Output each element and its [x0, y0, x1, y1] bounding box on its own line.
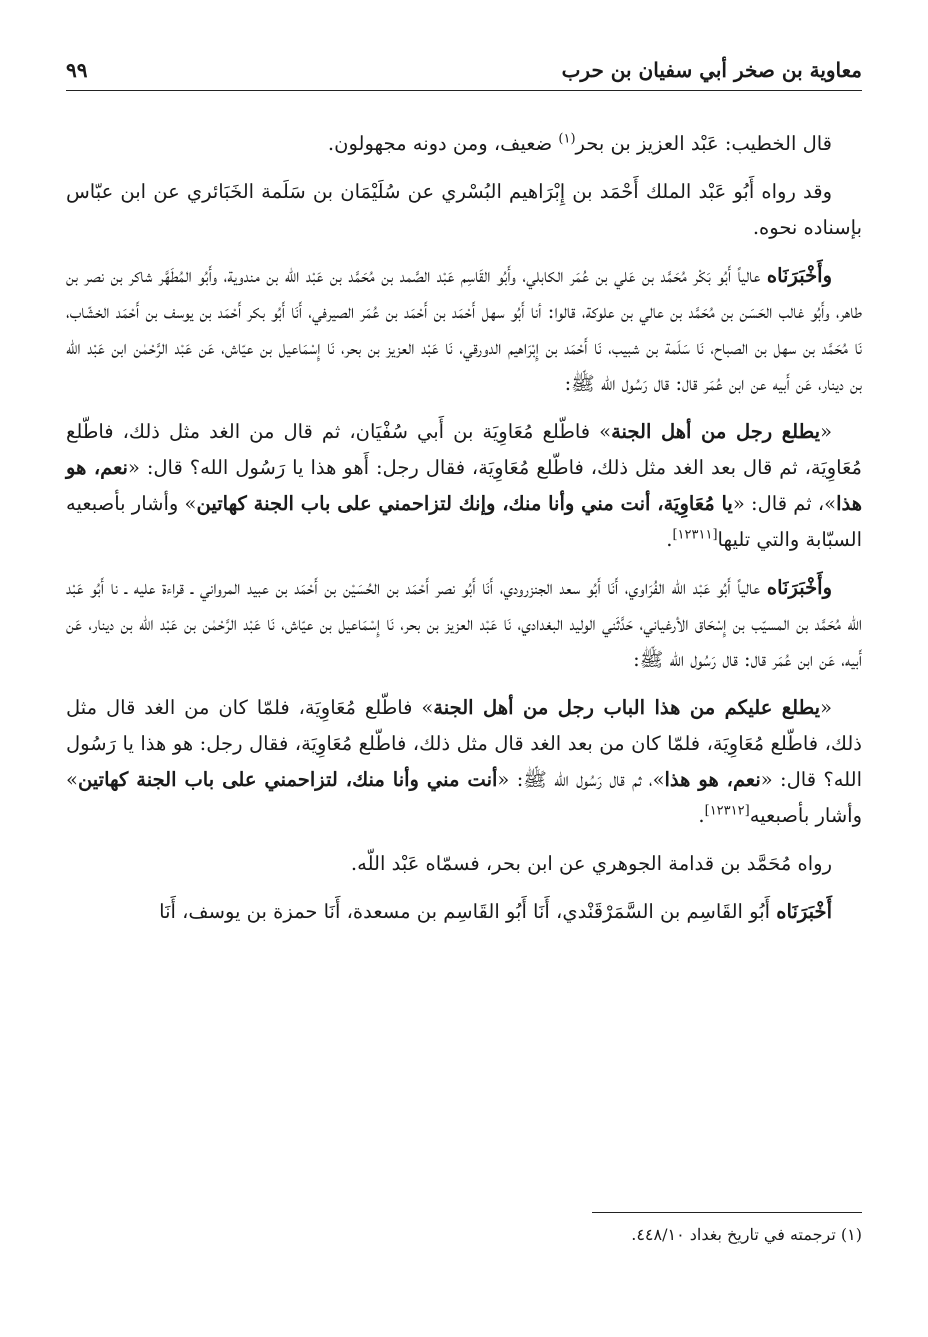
text-run: ضعيف، ومن دونه مجهولون.: [327, 132, 559, 155]
page-number: ٩٩: [66, 58, 88, 82]
text-run: » وأشار بأصبعيه: [66, 768, 862, 827]
text-run: يطلع رجل من أهل الجنة: [611, 420, 821, 443]
running-title: معاوية بن صخر أبي سفيان بن حرب: [561, 58, 862, 82]
text-run: «: [820, 696, 832, 719]
text-run: نعم، هو هذا: [66, 456, 863, 515]
body-text: [66, 126, 862, 942]
text-run: يا مُعَاوِيَة، أنت مني وأنا منك، وإنك لتزاحمني على باب الجنة كهاتين: [196, 492, 733, 515]
text-run: » وأشار بأصبعيه السبّابة والتي تليها: [66, 492, 862, 551]
paragraph-lead-word: وأَخْبَرَنَاه: [766, 264, 832, 287]
text-run: قال الخطيب: عَبْد العزيز بن بحر: [575, 132, 832, 155]
reference-marker: [١٢٣١١]: [672, 527, 718, 543]
paragraph-lead-word: أَخْبَرَنَاه: [776, 900, 832, 923]
footnote-marker: (١): [840, 1225, 862, 1244]
text-run: وقد رواه أَبُو عَبْد الملك أَحْمَد بن إِبْرَاهيم البُسْري عن سُلَيْمَان بن سَلَمة الخَبَائري عن ابن عبّاس بإسناده نحوه.: [66, 180, 862, 239]
text-run: .: [698, 804, 705, 827]
page-header: [66, 58, 862, 88]
reference-marker: [١٢٣١٢]: [704, 803, 750, 819]
text-run: رواه مُحَمَّد بن قدامة الجوهري عن ابن بحر، فسمّاه عَبْد اللّه.: [350, 852, 832, 875]
text-run: أَبُو القَاسِم بن السَّمَرْقَنْدي، أَنَا أَبُو القَاسِم بن مسعدة، أَنَا حمزة بن يوسف، أَنَا: [159, 900, 777, 923]
paragraph: [66, 570, 862, 678]
paragraph: [66, 126, 862, 162]
header-rule: [66, 90, 862, 91]
paragraph: [66, 894, 862, 930]
paragraph: [66, 174, 862, 246]
paragraph: [66, 846, 862, 882]
text-run: عالياً أَبُو بَكْر مُحَمَّد بن عَلي بن عُمَر الكابلي، وأَبُو القَاسِم عَبْد الصَّمد بن مُحَمَّد بن عَبْد اللّه بن مندوية، وأَبُو المُطَهَّر شاكر بن نصر بن طاهر، وأَبُو غالب الحَسَن بن مُحَمَّد بن عالي بن علوكة، قالوا: أنا أَبُو سهل أَحْمَد بن أَحْمَد بن عُمَر الصيرفي، أَنَا أَبُو بكر أَحْمَد بن يوسف بن أَحْمَد الخشّاب، نَا مُحَمَّد بن سهل بن الصباح، نَا سَلَمة بن شبيب، نَا أَحْمَد بن إِبْرَاهيم الدورقي، نَا عَبْد العزيز بن بحر، نَا إِسْمَاعيل بن عيّاش، عَن عَبْد الرَّحْمٰن ابن عَبْد اللّه بن دينار، عَن أَبيه عن ابن عُمَر قال: قال رَسُول الله ﷺ:: [66, 264, 862, 395]
paragraph: [66, 414, 862, 558]
text-run: » فاطّلع مُعَاوِيَة بن أَبي سُفْيَان، ثم قال من الغد مثل ذلك، فاطّلع مُعَاوِيَة، ثم قال بعد الغد مثل ذلك، فاطّلع مُعَاوِيَة، فقال رجل: أَهو هذا يا رَسُول الله؟ قال: «: [66, 420, 862, 479]
paragraph: [66, 258, 862, 402]
text-run: .: [666, 528, 673, 551]
text-run: »، ثم قال: «: [732, 492, 837, 515]
footnote-text: ترجمته في تاريخ بغداد ٤٤٨/١٠.: [631, 1225, 836, 1244]
footnote: [66, 1222, 862, 1248]
reference-marker: (١): [558, 131, 576, 147]
paragraph-lead-word: وأَخْبَرَنَاه: [766, 576, 832, 599]
text-run: يطلع عليكم من هذا الباب رجل من أهل الجنة: [433, 696, 821, 719]
text-run: عالياً أَبُو عَبْد اللّه الفُرَاوي، أَنَا أَبُو سعد الجنزرودي، أَنَا أَبُو نصر أَحْمَد بن الحُسَيْن بن أَحْمَد بن عبيد المرواني ـ قراءة عليه ـ نا أَبُو عَبْد اللّه مُحَمَّد بن المسيّب بن إِسْحَاق الأرغياني، حَدَّثَني الوليد البغدادي، نَا عَبْد العزيز بن بحر، نَا إِسْمَاعيل بن عيّاش، نَا عَبْد الرَّحْمٰن بن عَبْد اللّه بن دينار، عَن أَبيه، عَن ابن عُمَر قال: قال رَسُول الله ﷺ:: [66, 576, 862, 671]
text-run: أنت مني وأنا منك، لتزاحمني على باب الجنة كهاتين: [77, 768, 498, 791]
text-run: «: [820, 420, 832, 443]
footnote-rule: [592, 1212, 862, 1213]
paragraph: [66, 690, 862, 834]
text-run: نعم، هو هذا: [664, 768, 761, 791]
text-run: »، ثم قال رَسُول الله ﷺ: «: [497, 768, 665, 791]
text-run: » فاطّلع مُعَاوِيَة، فلمّا كان من الغد قال مثل ذلك، فاطّلع مُعَاوِيَة، فلمّا كان من بعد الغد قال مثل ذلك، فاطّلع مُعَاوِيَة، فقال رجل: هو هذا يا رَسُول الله؟ قال: «: [66, 696, 862, 791]
